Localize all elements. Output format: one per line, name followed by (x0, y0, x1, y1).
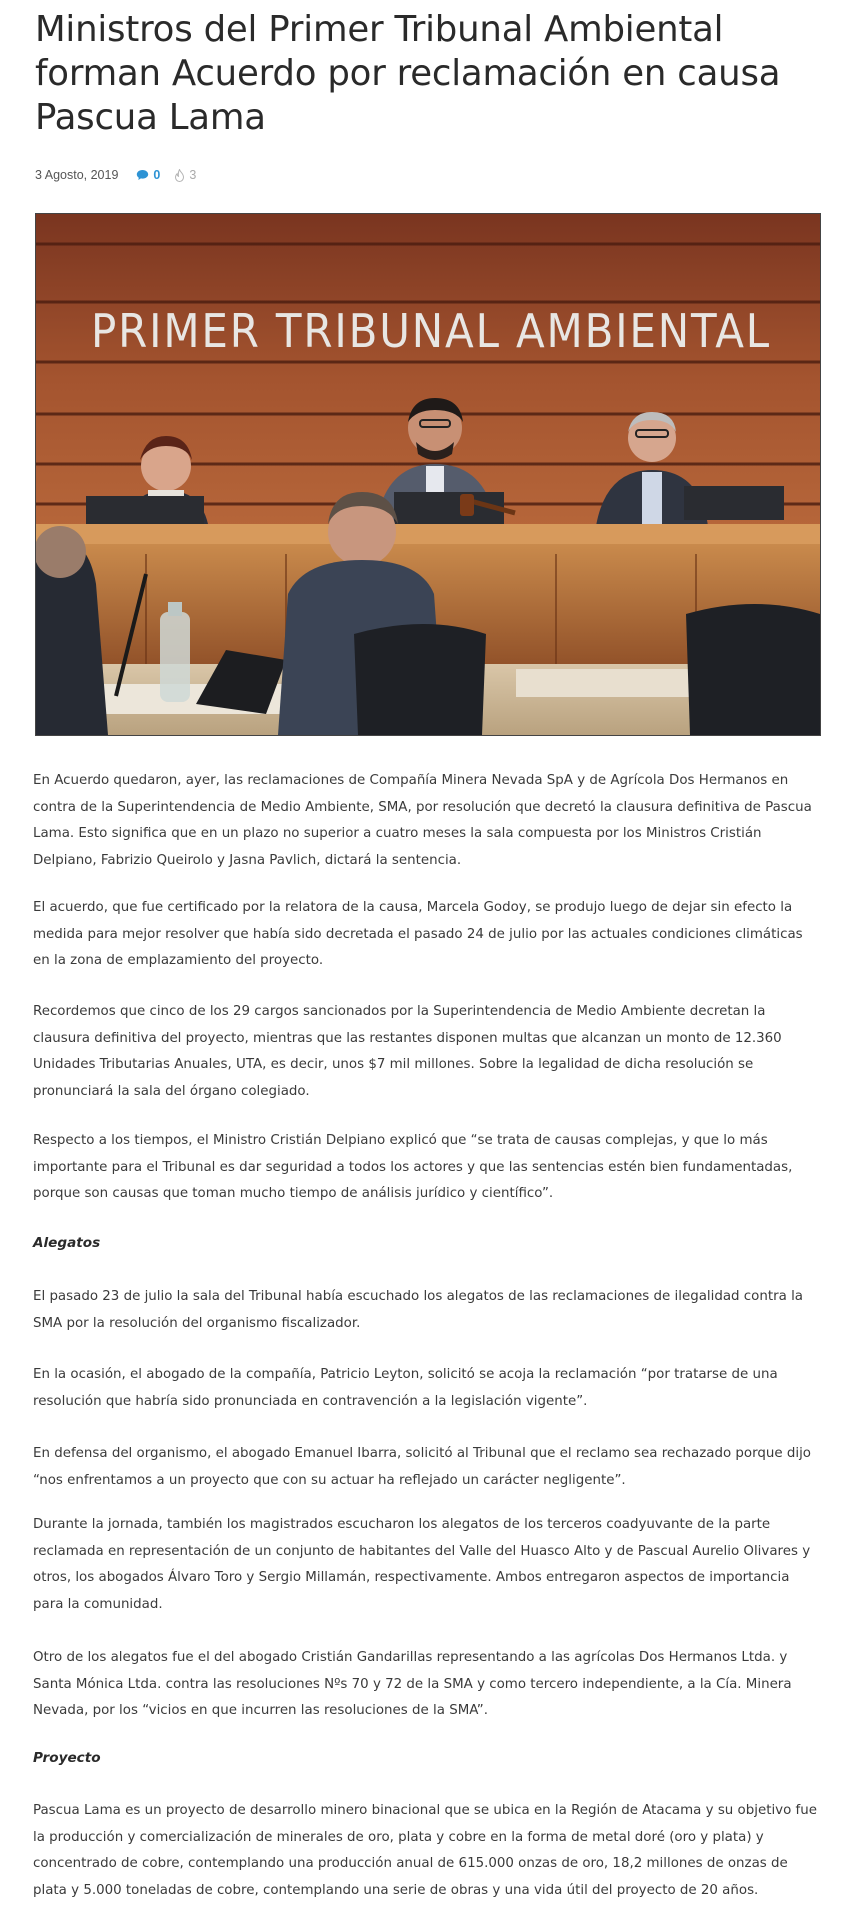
paragraph-10: Pascua Lama es un proyecto de desarrollo minero binacional que se ubica en la Región de Atacama y su objetivo fue la producción y comercialización de minerales de oro, plata y cobre en la forma de metal doré (oro y plata) y concentrado de cobre, contemplando una producción anual de 615.000 onzas de oro, 18,2 millones de onzas de plata y 5.000 toneladas de cobre, contemplando una serie de obras y una vida útil del proyecto de 20 años. (33, 1803, 817, 1898)
article-title: Ministros del Primer Tribunal Ambiental forman Acuerdo por reclamación en causa Pascua Lama (35, 9, 781, 138)
paragraph-6: En la ocasión, el abogado de la compañía, Patricio Leyton, solicitó se acoja la reclamación “por tratarse de una resolución que habría sido pronunciada en contravención a la legislación vigente”. (33, 1367, 778, 1409)
comment-count: 0 (153, 168, 161, 182)
hero-photo (35, 213, 821, 736)
subheading-alegatos: Alegatos (33, 1235, 101, 1251)
paragraph-8: Durante la jornada, también los magistrados escucharon los alegatos de los terceros coadyuvante de la parte reclamada en representación de un conjunto de habitantes del Valle del Huasco Alto y de Pascual Aurelio Olivares y otros, los abogados Álvaro Toro y Sergio Millamán, respectivamente. Ambos entregaron aspectos de importancia para la comunidad. (33, 1517, 811, 1612)
tribunal-hearing-photo (36, 214, 820, 735)
paragraph-5: El pasado 23 de julio la sala del Tribunal había escuchado los alegatos de las reclamaciones de ilegalidad contra la SMA por la resolución del organismo fiscalizador. (33, 1289, 803, 1331)
comment-bubble-icon (136, 169, 149, 181)
article-meta (35, 166, 196, 184)
paragraph-9: Otro de los alegatos fue el del abogado Cristián Gandarillas representando a las agrícolas Dos Hermanos Ltda. y Santa Mónica Ltda. contra las resoluciones Nºs 70 y 72 de la SMA y como tercero independiente, a la Cía. Minera Nevada, por los “vicios en que incurren las resoluciones de la SMA”. (33, 1650, 792, 1718)
publish-date: 3 Agosto, 2019 (35, 168, 119, 182)
flame-icon (174, 169, 185, 182)
paragraph-3: Recordemos que cinco de los 29 cargos sancionados por la Superintendencia de Medio Ambiente decretan la clausura definitiva del proyecto, mientras que las restantes disponen multas que alcanzan un monto de 12.360 Unidades Tributarias Anuales, UTA, es decir, unos $7 mil millones. Sobre la legalidad de dicha resolución se pronunciará la sala del órgano colegiado. (33, 1004, 782, 1099)
subheading-proyecto: Proyecto (33, 1750, 101, 1766)
likes-button[interactable] (174, 168, 196, 182)
paragraph-2: El acuerdo, que fue certificado por la relatora de la causa, Marcela Godoy, se produjo luego de dejar sin efecto la medida para mejor resolver que había sido decretada el pasado 24 de julio por las actuales condiciones climáticas en la zona de emplazamiento del proyecto. (33, 900, 803, 968)
like-count: 3 (189, 168, 197, 182)
paragraph-4: Respecto a los tiempos, el Ministro Cristián Delpiano explicó que “se trata de causas complejas, y que lo más importante para el Tribunal es dar seguridad a todos los actores y que las sentencias estén bien fundamentadas, porque son causas que toman mucho tiempo de análisis jurídico y científico”. (33, 1133, 793, 1201)
comments-link[interactable] (136, 168, 160, 182)
wall-sign-text: PRIMER TRIBUNAL AMBIENTAL (91, 304, 771, 358)
paragraph-7: En defensa del organismo, el abogado Emanuel Ibarra, solicitó al Tribunal que el reclamo sea rechazado porque dijo “nos enfrentamos a un proyecto que con su actuar ha reflejado un carácter negligente”. (33, 1446, 811, 1488)
paragraph-1: En Acuerdo quedaron, ayer, las reclamaciones de Compañía Minera Nevada SpA y de Agrícola Dos Hermanos en contra de la Superintendencia de Medio Ambiente, SMA, por resolución que decretó la clausura definitiva de Pascua Lama. Esto significa que en un plazo no superior a cuatro meses la sala compuesta por los Ministros Cristián Delpiano, Fabrizio Queirolo y Jasna Pavlich, dictará la sentencia. (33, 773, 812, 868)
